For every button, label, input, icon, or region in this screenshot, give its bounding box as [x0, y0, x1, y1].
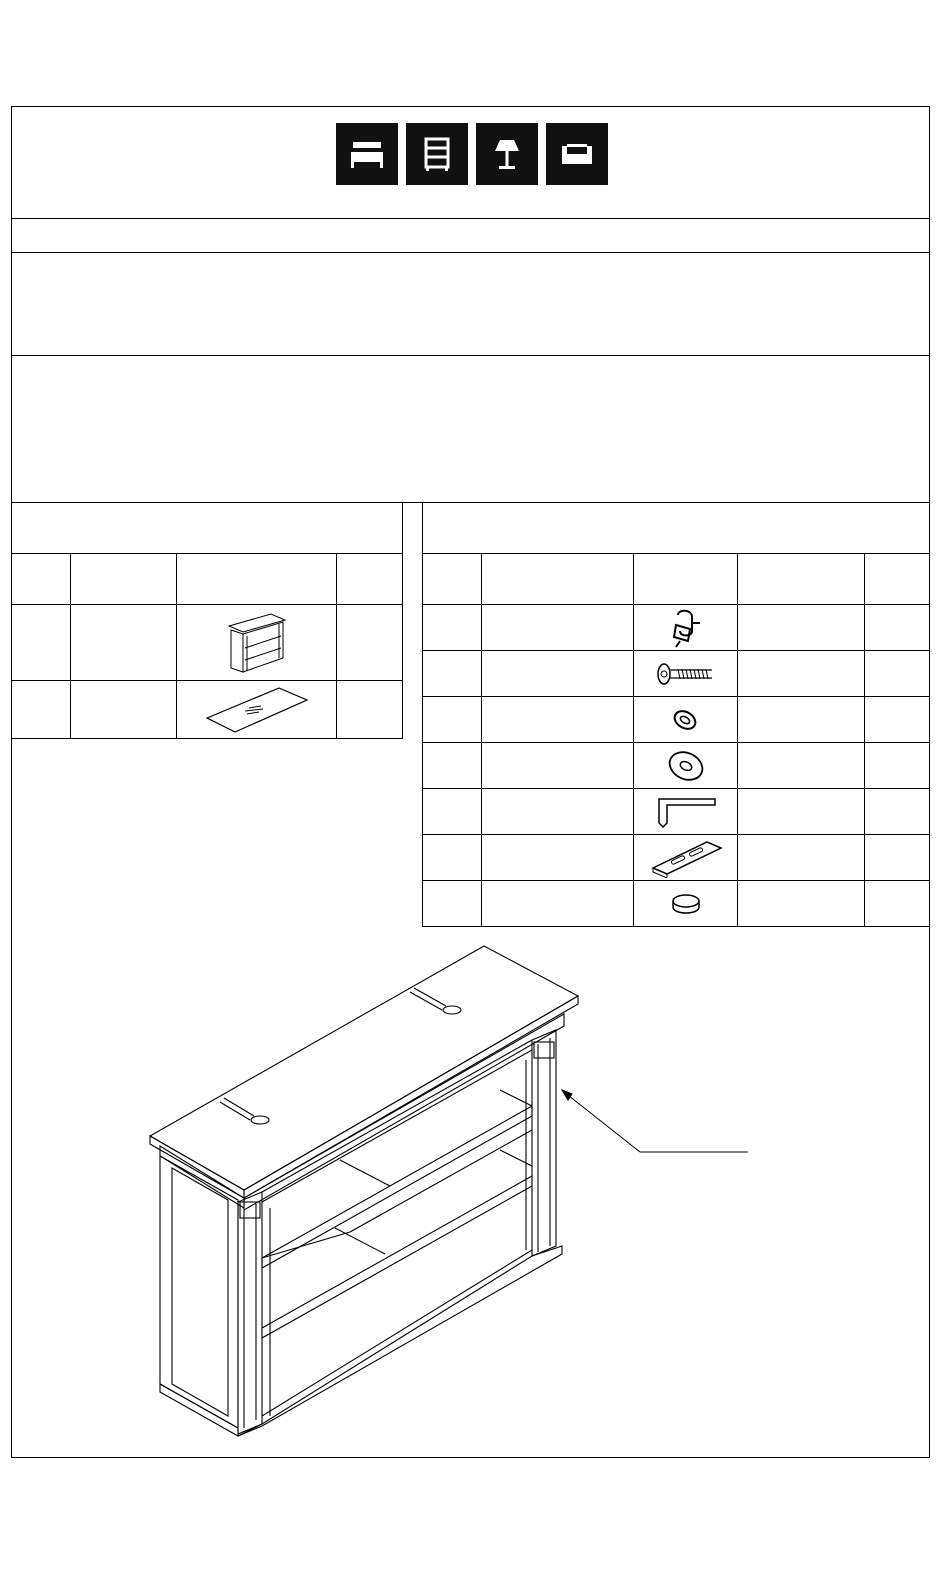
- hutch-cabinet-drawing: [225, 610, 289, 676]
- lamp-icon: [476, 123, 538, 185]
- table-row: [423, 789, 930, 835]
- category-icons: [336, 123, 608, 185]
- lock-washer-drawing: [671, 707, 701, 733]
- allen-key-drawing: [653, 795, 719, 829]
- felt-pad-drawing: [669, 891, 703, 917]
- table-row: [423, 697, 930, 743]
- table-row: [423, 835, 930, 881]
- sofa-icon: [546, 123, 608, 185]
- divider-2: [11, 252, 930, 253]
- bed-icon: [336, 123, 398, 185]
- table-header-row: [423, 554, 930, 605]
- anti-tip-strap-drawing: [666, 607, 706, 649]
- table-row: [423, 651, 930, 697]
- table-header-row: [12, 554, 403, 605]
- assembled-hutch-drawing: [140, 940, 760, 1450]
- table-row: [12, 605, 403, 681]
- bolt-drawing: [656, 661, 716, 687]
- table-row: [423, 881, 930, 927]
- components-table: [11, 553, 403, 739]
- divider-1: [11, 218, 930, 219]
- chest-icon: [406, 123, 468, 185]
- table-row: [423, 605, 930, 651]
- glass-panel-drawing: [205, 686, 309, 734]
- connector-plate-drawing: [649, 838, 723, 878]
- hardware-header: [422, 502, 930, 554]
- table-row: [12, 681, 403, 739]
- hardware-table: [422, 553, 930, 927]
- table-row: [423, 743, 930, 789]
- flat-washer-drawing: [666, 749, 706, 783]
- components-header: [11, 502, 403, 554]
- divider-3: [11, 355, 930, 356]
